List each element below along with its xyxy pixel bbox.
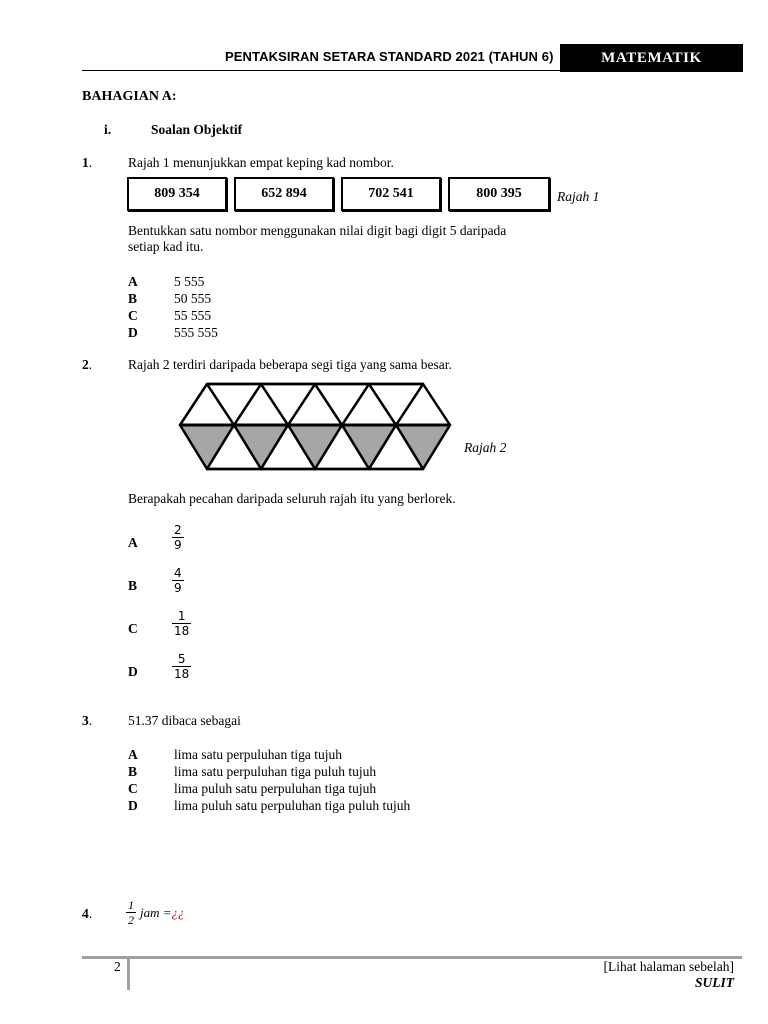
q1-stem: Rajah 1 menunjukkan empat keping kad nombor. [128, 155, 394, 170]
q1-option-c[interactable] [128, 307, 218, 324]
option-fraction: 2 9 [174, 523, 182, 552]
option-text: lima puluh satu perpuluhan tiga tujuh [174, 781, 377, 796]
header-rule [82, 70, 560, 71]
option-letter: B [128, 764, 138, 779]
q1-option-b[interactable] [128, 290, 218, 307]
option-fraction: 1 18 [174, 609, 190, 638]
q3-option-b[interactable] [128, 763, 410, 780]
option-letter: C [128, 308, 138, 323]
exam-header-title: PENTAKSIRAN SETARA STANDARD 2021 (TAHUN 6) [225, 49, 554, 64]
q1-option-d[interactable] [128, 324, 218, 341]
q1-option-a[interactable] [128, 273, 218, 290]
figure-1-label: Rajah 1 [557, 189, 600, 204]
q4-placeholder: ¿¿ [171, 904, 185, 920]
q4-fraction: $\frac{1}{2}$ [128, 898, 134, 927]
number-card-4: 800 395 [448, 177, 550, 211]
q3-options [128, 746, 410, 814]
option-letter: A [128, 747, 138, 762]
option-text: 555 555 [174, 325, 218, 340]
number-card-2: 652 894 [234, 177, 334, 211]
option-text: 55 555 [174, 308, 212, 323]
section-title: BAHAGIAN A: [82, 89, 177, 104]
page-number: 2 [114, 959, 121, 974]
q4-number: 4. [82, 906, 93, 921]
q1-question-line-1: Bentukkan satu nombor menggunakan nilai digit bagi digit 5 daripada [128, 223, 507, 238]
q1-question [128, 223, 588, 255]
option-text: lima puluh satu perpuluhan tiga puluh tujuh [174, 798, 411, 813]
option-letter: D [128, 325, 138, 340]
q1-number: 1. [82, 155, 93, 170]
number-card-1: 809 354 [127, 177, 227, 211]
option-letter: D [128, 664, 138, 679]
q4-unit: jam = [140, 904, 172, 920]
q1-question-line-2: setiap kad itu. [128, 239, 204, 254]
q3-number: 3. [82, 713, 93, 728]
next-page-note: [Lihat halaman sebelah] [603, 959, 734, 974]
option-text: lima satu perpuluhan tiga tujuh [174, 747, 342, 762]
subsection-number: i. [104, 122, 112, 137]
q1-options [128, 273, 218, 341]
option-letter: A [128, 535, 138, 550]
classification-label: SULIT [694, 975, 734, 990]
option-fraction: 4 9 [174, 566, 182, 595]
option-letter: C [128, 781, 138, 796]
q2-number: 2. [82, 357, 93, 372]
q2-stem: Rajah 2 terdiri daripada beberapa segi tiga yang sama besar. [128, 357, 452, 372]
option-letter: D [128, 798, 138, 813]
option-fraction: 5 18 [174, 652, 190, 681]
option-text: lima satu perpuluhan tiga puluh tujuh [174, 764, 377, 779]
option-letter: C [128, 621, 138, 636]
number-card-3: 702 541 [341, 177, 441, 211]
option-letter: A [128, 274, 138, 289]
subject-banner: MATEMATIK [560, 44, 743, 72]
subsection-title: Soalan Objektif [151, 122, 243, 137]
q2-question: Berapakah pecahan daripada seluruh rajah itu yang berlorek. [128, 491, 456, 506]
option-letter: B [128, 291, 138, 306]
triangle-figure [176, 381, 466, 473]
q3-option-a[interactable] [128, 746, 410, 763]
q3-stem: 51.37 dibaca sebagai [128, 713, 241, 728]
q4-stem [126, 898, 185, 927]
footer-rule-vertical [127, 956, 130, 990]
q3-option-d[interactable] [128, 797, 410, 814]
figure-2-label: Rajah 2 [464, 440, 507, 455]
option-letter: B [128, 578, 138, 593]
option-text: 5 555 [174, 274, 205, 289]
q3-option-c[interactable] [128, 780, 410, 797]
option-text: 50 555 [174, 291, 212, 306]
